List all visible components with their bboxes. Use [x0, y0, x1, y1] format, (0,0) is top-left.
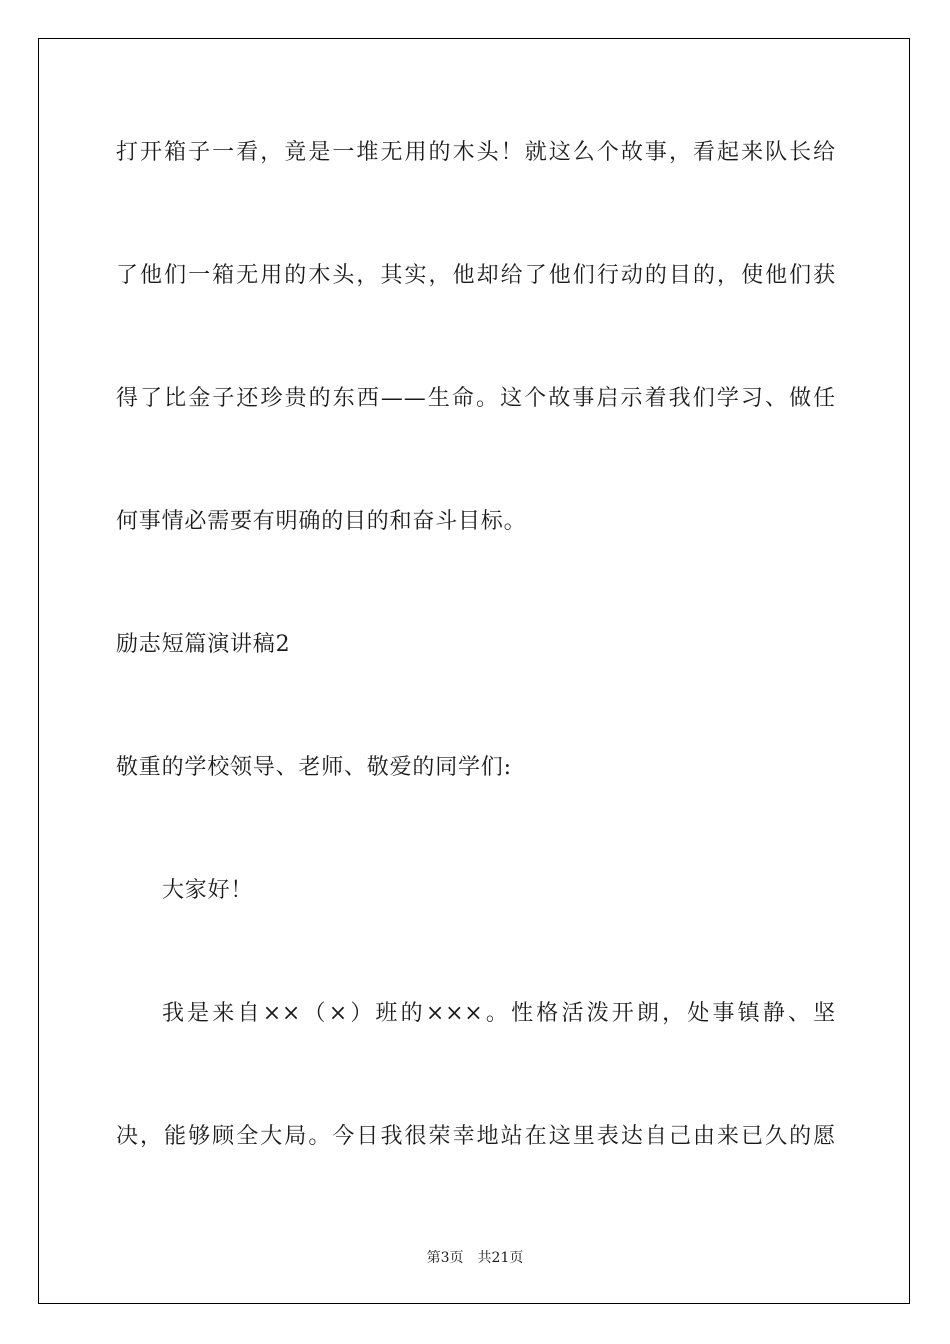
page-number: 第3页	[426, 1250, 464, 1266]
page-footer	[0, 1247, 950, 1267]
section-heading: 励志短篇演讲稿2	[116, 632, 291, 657]
greeting: 大家好！	[162, 878, 254, 903]
body-line: 得了比金子还珍贵的东西——生命。这个故事启示着我们学习、做任	[116, 386, 836, 411]
body-line: 了他们一箱无用的木头，其实，他却给了他们行动的目的，使他们获	[116, 263, 836, 288]
body-line: 决，能够顾全大局。今日我很荣幸地站在这里表达自己由来已久的愿	[116, 1124, 836, 1149]
salutation: 敬重的学校领导、老师、敬爱的同学们:	[116, 755, 512, 780]
page-total: 共21页	[477, 1250, 524, 1266]
body-line: 打开箱子一看，竟是一堆无用的木头！就这么个故事，看起来队长给	[116, 140, 836, 165]
body-line: 何事情必需要有明确的目的和奋斗目标。	[116, 509, 527, 534]
page-border	[38, 38, 910, 1304]
body-line: 我是来自××（×）班的×××。性格活泼开朗，处事镇静、坚	[162, 1001, 836, 1026]
